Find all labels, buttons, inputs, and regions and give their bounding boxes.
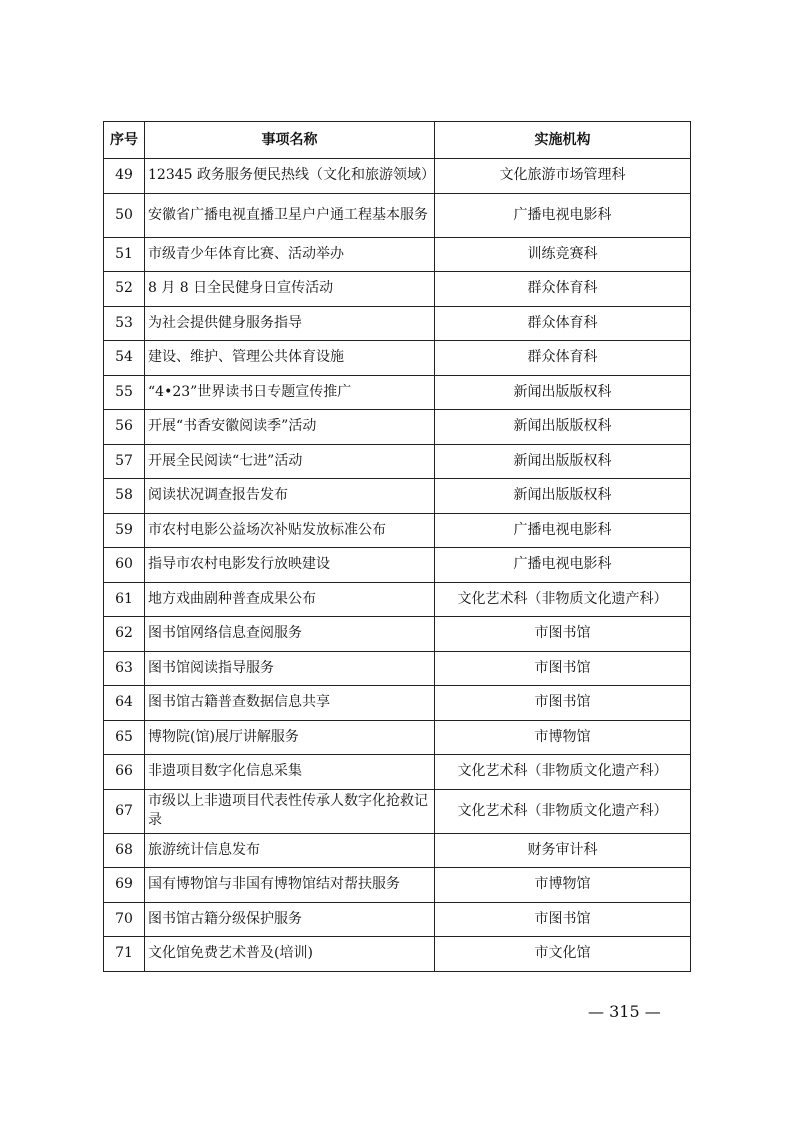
- table-row: [104, 651, 691, 686]
- row-item-name: 建设、维护、管理公共体育设施: [145, 341, 435, 376]
- row-agency: 市图书馆: [435, 902, 691, 937]
- row-item-name: 12345 政务服务便民热线（文化和旅游领域）: [145, 159, 435, 194]
- row-index: 53: [104, 306, 145, 341]
- row-item-name: 非遗项目数字化信息采集: [145, 755, 435, 790]
- table-row: [104, 617, 691, 652]
- table-row: [104, 720, 691, 755]
- row-agency: 市博物馆: [435, 720, 691, 755]
- row-index: 68: [104, 833, 145, 868]
- row-agency: 市图书馆: [435, 651, 691, 686]
- row-item-name: 阅读状况调查报告发布: [145, 479, 435, 514]
- row-index: 59: [104, 513, 145, 548]
- row-item-name: “4•23”世界读书日专题宣传推广: [145, 375, 435, 410]
- header-agency: 实施机构: [435, 122, 691, 159]
- table-row: [104, 237, 691, 272]
- table-row: [104, 341, 691, 376]
- row-agency: 文化旅游市场管理科: [435, 159, 691, 194]
- row-item-name: 博物院(馆)展厅讲解服务: [145, 720, 435, 755]
- row-agency: 市图书馆: [435, 686, 691, 721]
- table-row: [104, 868, 691, 903]
- table-row: [104, 272, 691, 307]
- table-row: [104, 159, 691, 194]
- table-row: [104, 755, 691, 790]
- row-index: 70: [104, 902, 145, 937]
- row-item-name: 开展全民阅读“七进”活动: [145, 444, 435, 479]
- row-agency: 广播电视电影科: [435, 513, 691, 548]
- row-item-name: 国有博物馆与非国有博物馆结对帮扶服务: [145, 868, 435, 903]
- row-index: 67: [104, 789, 145, 833]
- row-index: 58: [104, 479, 145, 514]
- row-index: 69: [104, 868, 145, 903]
- table-row: [104, 582, 691, 617]
- row-agency: 广播电视电影科: [435, 548, 691, 583]
- row-agency: 文化艺术科（非物质文化遗产科）: [435, 582, 691, 617]
- row-item-name: 图书馆网络信息查阅服务: [145, 617, 435, 652]
- row-item-name: 8 月 8 日全民健身日宣传活动: [145, 272, 435, 307]
- row-item-name: 图书馆古籍普查数据信息共享: [145, 686, 435, 721]
- row-item-name: 图书馆古籍分级保护服务: [145, 902, 435, 937]
- table-row: [104, 548, 691, 583]
- row-agency: 市博物馆: [435, 868, 691, 903]
- row-index: 50: [104, 193, 145, 237]
- row-item-name: 地方戏曲剧种普查成果公布: [145, 582, 435, 617]
- row-index: 55: [104, 375, 145, 410]
- row-item-name: 开展“书香安徽阅读季”活动: [145, 410, 435, 445]
- row-index: 65: [104, 720, 145, 755]
- row-index: 49: [104, 159, 145, 194]
- table-row: [104, 513, 691, 548]
- table-row: [104, 375, 691, 410]
- row-index: 51: [104, 237, 145, 272]
- row-agency: 新闻出版版权科: [435, 444, 691, 479]
- table-row: [104, 937, 691, 972]
- table-row: [104, 444, 691, 479]
- header-index: 序号: [104, 122, 145, 159]
- table-row: [104, 789, 691, 833]
- table-row: [104, 686, 691, 721]
- table-row: [104, 306, 691, 341]
- table-row: [104, 902, 691, 937]
- row-index: 64: [104, 686, 145, 721]
- row-agency: 财务审计科: [435, 833, 691, 868]
- row-agency: 新闻出版版权科: [435, 375, 691, 410]
- row-item-name: 文化馆免费艺术普及(培训): [145, 937, 435, 972]
- row-index: 57: [104, 444, 145, 479]
- row-item-name: 为社会提供健身服务指导: [145, 306, 435, 341]
- header-item-name: 事项名称: [145, 122, 435, 159]
- row-index: 54: [104, 341, 145, 376]
- row-item-name: 市农村电影公益场次补贴发放标准公布: [145, 513, 435, 548]
- row-agency: 新闻出版版权科: [435, 410, 691, 445]
- row-item-name: 市级青少年体育比赛、活动举办: [145, 237, 435, 272]
- row-agency: 文化艺术科（非物质文化遗产科）: [435, 789, 691, 833]
- page-number: — 315 —: [588, 1002, 661, 1021]
- row-item-name: 市级以上非遗项目代表性传承人数字化抢救记录: [145, 789, 435, 833]
- row-index: 61: [104, 582, 145, 617]
- row-index: 63: [104, 651, 145, 686]
- row-agency: 群众体育科: [435, 306, 691, 341]
- row-agency: 市图书馆: [435, 617, 691, 652]
- row-index: 71: [104, 937, 145, 972]
- row-item-name: 安徽省广播电视直播卫星户户通工程基本服务: [145, 193, 435, 237]
- service-items-table: [103, 121, 691, 972]
- table-row: [104, 410, 691, 445]
- row-item-name: 指导市农村电影发行放映建设: [145, 548, 435, 583]
- row-index: 62: [104, 617, 145, 652]
- table-row: [104, 833, 691, 868]
- row-agency: 市文化馆: [435, 937, 691, 972]
- row-index: 66: [104, 755, 145, 790]
- row-index: 56: [104, 410, 145, 445]
- row-item-name: 图书馆阅读指导服务: [145, 651, 435, 686]
- table-row: [104, 193, 691, 237]
- table-header-row: [104, 122, 691, 159]
- row-agency: 广播电视电影科: [435, 193, 691, 237]
- table-row: [104, 479, 691, 514]
- row-agency: 新闻出版版权科: [435, 479, 691, 514]
- row-index: 52: [104, 272, 145, 307]
- row-agency: 训练竞赛科: [435, 237, 691, 272]
- row-agency: 群众体育科: [435, 272, 691, 307]
- row-agency: 文化艺术科（非物质文化遗产科）: [435, 755, 691, 790]
- row-agency: 群众体育科: [435, 341, 691, 376]
- row-index: 60: [104, 548, 145, 583]
- row-item-name: 旅游统计信息发布: [145, 833, 435, 868]
